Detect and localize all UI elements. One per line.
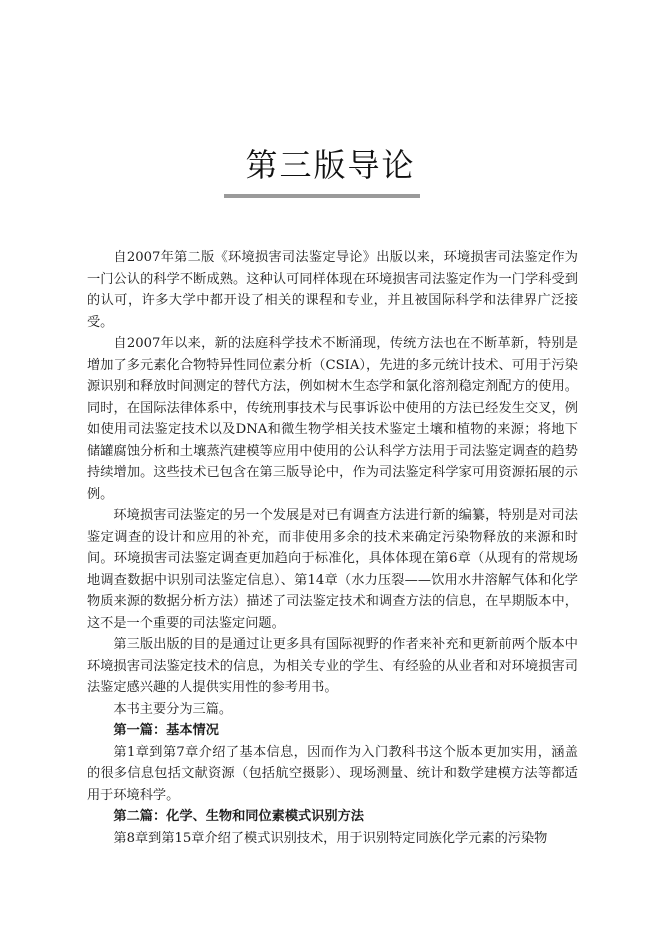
page-title: 第三版导论 — [245, 146, 416, 184]
paragraph: 自2007年以来，新的法庭科学技术不断涌现，传统方法也在不断革新，特别是增加了多元素化合物特异性同位素分析（CSIA），先进的多元统计技术、可用于污染源识别和释放时间测定的替代方法，例如树木生态学和氯化溶剂稳定剂配方的使用。同时，在国际法律体系中，传统刑事技术与民事诉讼中使用的方法已经发生交叉，例如使用司法鉴定技术以及DNA和微生物学相关技术鉴定土壤和植物的来源；将地下储罐腐蚀分析和土壤蒸汽建模等应用中使用的公认科学方法用于司法鉴定调查的趋势持续增加。这些技术已包含在第三版导论中，作为司法鉴定科学家可用资源拓展的示例。 — [87, 336, 578, 502]
paragraph: 自2007年第二版《环境损害司法鉴定导论》出版以来，环境损害司法鉴定作为一门公认的科学不断成熟。这种认可同样体现在环境损害司法鉴定作为一门学科受到的认可，许多大学中都开设了相关的课程和专业，并且被国际科学和法律界广泛接受。 — [87, 250, 578, 330]
section-heading: 第一篇：基本情况 — [113, 723, 219, 738]
paragraph: 环境损害司法鉴定的另一个发展是对已有调查方法进行新的编纂，特别是对司法鉴定调查的设计和应用的补充，而非使用多余的技术来确定污染物释放的来源和时间。环境损害司法鉴定调查更加趋向于标准化，具体体现在第6章（从现有的常规场地调查数据中识别司法鉴定信息）、第14章（水力压裂——饮用水井溶解气体和化学物质来源的数据分析方法）描述了司法鉴定技术和调查方法的信息，在早期版本中，这不是一个重要的司法鉴定问题。 — [87, 508, 578, 631]
paragraph: 本书主要分为三篇。 — [113, 701, 233, 717]
body-text — [87, 247, 578, 849]
section-heading: 第二篇：化学、生物和同位素模式识别方法 — [113, 809, 364, 824]
paragraph: 第1章到第7章介绍了基本信息，因而作为入门教科书这个版本更加实用，涵盖的很多信息包括文献资源（包括航空摄影）、现场测量、统计和数学建模方法等都适用于环境科学。 — [87, 744, 578, 803]
title-underline — [224, 194, 420, 198]
paragraph: 第8章到第15章介绍了模式识别技术，用于识别特定同族化学元素的污染物 — [113, 830, 548, 846]
paragraph: 第三版出版的目的是通过让更多具有国际视野的作者来补充和更新前两个版本中环境损害司法鉴定技术的信息，为相关专业的学生、有经验的从业者和对环境损害司法鉴定感兴趣的人提供实用性的参考用书。 — [87, 637, 578, 695]
